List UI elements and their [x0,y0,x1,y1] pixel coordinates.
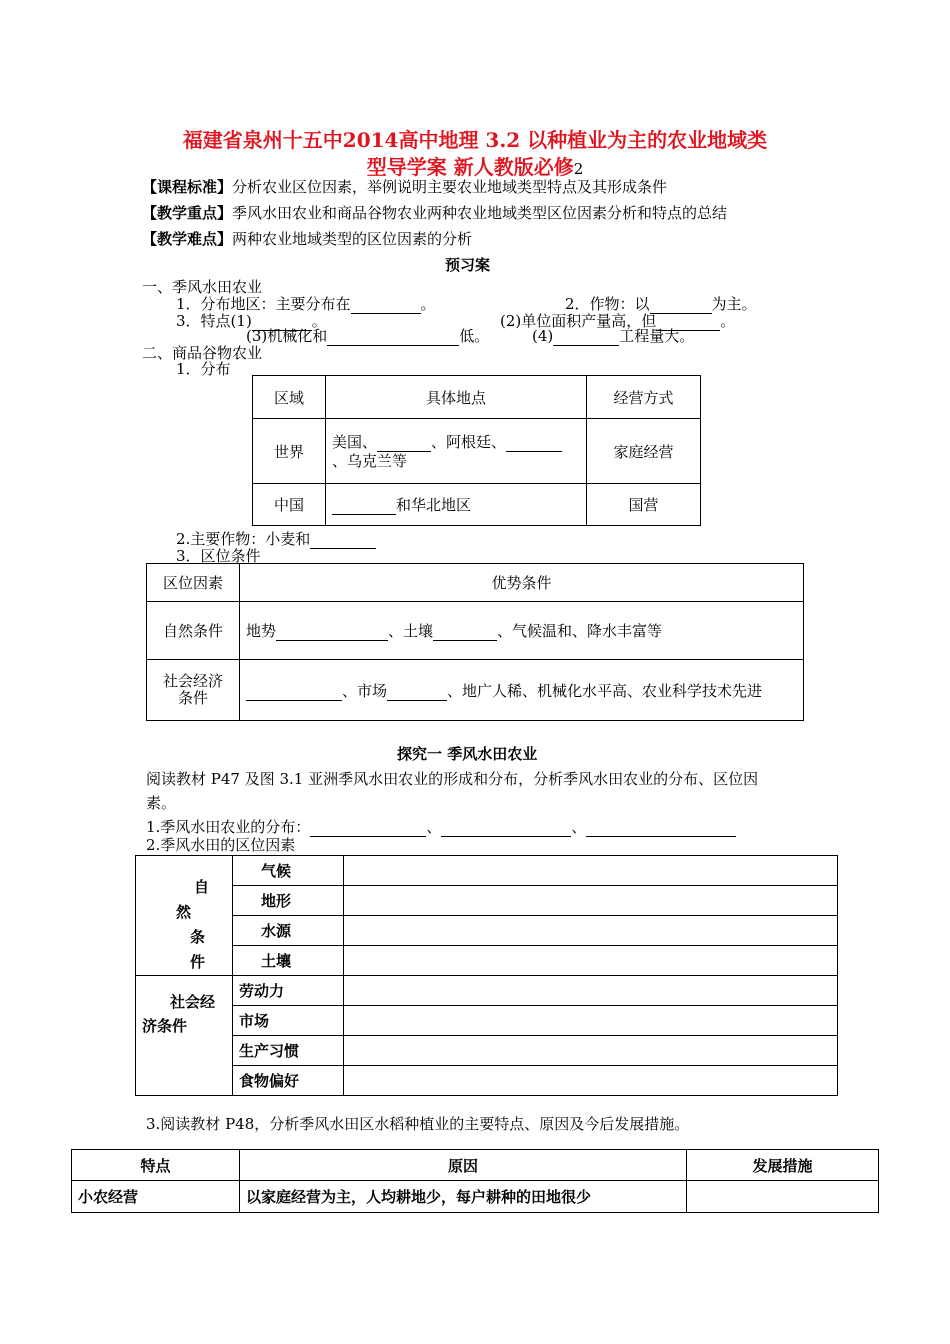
factor-natural-group [136,856,233,976]
natural-char-3: 条 [190,928,206,946]
teaching-focus-label: 【教学重点】 [142,204,233,222]
factor-terrain: 地形 [233,886,344,916]
blank [433,622,497,641]
preview-heading: 预习案 [445,256,491,274]
feature-header-feature: 特点 [72,1150,240,1181]
factor-habit-answer [344,1036,838,1066]
natural-c: 、气候温和、降水丰富等 [497,622,663,640]
s1-item2-label: 2．作物：以 [565,295,650,313]
teaching-difficulty-label: 【教学难点】 [142,230,233,248]
s1-item3-label2: (2)单位面积产量高，但 [500,312,657,330]
factor-climate: 气候 [233,856,344,886]
s1-item1-label: 1．分布地区：主要分布在 [176,295,351,313]
q1-sep1: 、 [426,818,442,836]
blank [553,327,619,346]
s1-item3-label4: (4) [532,327,554,345]
blank [276,622,388,641]
feature-row1-measure [687,1181,879,1213]
dist-header-mode: 经营方式 [587,376,701,419]
explore-q3: 3.阅读教材 P48，分析季风水田区水稻种植业的主要特点、原因及今后发展措施。 [146,1115,690,1133]
blank [310,530,376,549]
factor-market: 市场 [233,1006,344,1036]
q1-sep2: 、 [571,818,587,836]
natural-char-2: 然 [176,903,192,921]
factor-terrain-answer [344,886,838,916]
s1-item3-end3: 低。 [459,327,490,345]
blank [327,327,459,346]
teaching-focus-text: 季风水田农业和商品谷物农业两种农业地域类型区位因素分析和特点的总结 [232,204,728,222]
s1-item3-part4 [532,325,694,346]
s2-item2-label: 2.主要作物：小麦和 [176,530,311,548]
world-place-a: 美国、 [332,432,378,451]
distribution-table [252,375,701,526]
doc-title-line1: 福建省泉州十五中2014高中地理 3.2 以种植业为主的农业地域类 [182,128,768,152]
world-place-c: 、乌克兰等 [332,451,408,470]
explore-intro-2: 素。 [146,794,177,812]
s1-item3-end1: 。 [311,312,327,330]
feature-header-measure: 发展措施 [687,1150,879,1181]
section1-title: 一、季风水田农业 [142,278,263,296]
s1-item2-end: 为主。 [711,295,757,313]
factor-soil: 土壤 [233,946,344,976]
cond-natural-label: 自然条件 [147,602,240,660]
dist-world-region: 世界 [253,419,326,484]
s1-item3-label3: (3)机械化和 [246,327,328,345]
doc-title-suffix: 2 [573,160,584,178]
factor-food: 食物偏好 [233,1066,344,1096]
s1-item3-label: 3．特点(1) [176,312,252,330]
factor-labor-answer [344,976,838,1006]
factor-climate-answer [344,856,838,886]
conditions-table [146,563,804,721]
doc-title-line2-text: 型导学案 新人教版必修 [366,155,574,179]
social-group-label-2: 济条件 [142,1017,188,1035]
s1-item3-part3 [246,325,489,346]
world-place-b: 、阿根廷、 [431,432,507,451]
teaching-difficulty [142,228,472,249]
social-a: 、市场 [342,681,388,700]
social-label-1: 社会经济 [162,672,223,690]
feature-table [71,1149,879,1213]
cond-header-factor: 区位因素 [147,564,240,602]
section2-title: 二、商品谷物农业 [142,344,263,362]
cond-header-advantage: 优势条件 [240,564,804,602]
natural-char-1: 自 [194,878,210,896]
factor-water-answer [344,916,838,946]
blank [441,818,571,837]
blank [506,433,562,452]
feature-row1-reason: 以家庭经营为主，人均耕地少，每户耕种的田地很少 [240,1181,687,1213]
factor-table [135,855,838,1096]
factor-habit: 生产习惯 [233,1036,344,1066]
blank [332,496,396,515]
natural-a: 地势 [246,622,277,640]
feature-row1-feature: 小农经营 [72,1181,240,1213]
blank [377,433,431,452]
cond-natural-text [240,602,804,660]
factor-market-answer [344,1006,838,1036]
factor-food-answer [344,1066,838,1096]
dist-header-region: 区域 [253,376,326,419]
course-standard-text: 分析农业区位因素，举例说明主要农业地域类型特点及其形成条件 [232,178,668,196]
dist-china-region: 中国 [253,484,326,526]
natural-char-4: 件 [190,953,206,971]
cond-social-label [147,660,240,721]
s1-item1-end: 。 [420,295,436,313]
social-label-2: 条件 [177,689,208,707]
factor-labor: 劳动力 [233,976,344,1006]
explore-heading: 探究一 季风水田农业 [397,745,538,763]
social-group-label-1: 社会经 [170,993,216,1011]
blank [246,682,342,701]
blank [351,295,421,314]
factor-water: 水源 [233,916,344,946]
factor-soil-answer [344,946,838,976]
s1-item3-end2: 。 [720,312,736,330]
q1-label: 1.季风水田农业的分布： [146,818,311,836]
dist-header-place: 具体地点 [326,376,587,419]
teaching-difficulty-text: 两种农业地域类型的区位因素的分析 [232,230,473,248]
blank [387,682,447,701]
feature-header-reason: 原因 [240,1150,687,1181]
s2-item1: 1．分布 [176,360,231,378]
explore-q2: 2.季风水田的区位因素 [146,836,296,854]
blank [310,818,426,837]
blank [586,818,736,837]
social-b: 、地广人稀、机械化水平高、农业科学技术先进 [447,681,763,700]
china-place-b: 和华北地区 [396,496,472,514]
s2-item3: 3．区位条件 [176,547,261,565]
natural-b: 、土壤 [388,622,434,640]
cond-social-text [240,660,804,721]
dist-world-place [326,419,587,484]
factor-social-group [136,976,233,1096]
explore-intro-1: 阅读教材 P47 及图 3.1 亚洲季风水田农业的形成和分布，分析季风水田农业的分布、区位因 [146,770,759,788]
dist-world-mode: 家庭经营 [587,419,701,484]
teaching-focus [142,202,727,223]
course-standard [142,176,667,197]
dist-china-mode: 国营 [587,484,701,526]
dist-china-place [326,484,587,526]
s1-item3-end4: 工程量大。 [619,327,695,345]
course-standard-label: 【课程标准】 [142,178,233,196]
